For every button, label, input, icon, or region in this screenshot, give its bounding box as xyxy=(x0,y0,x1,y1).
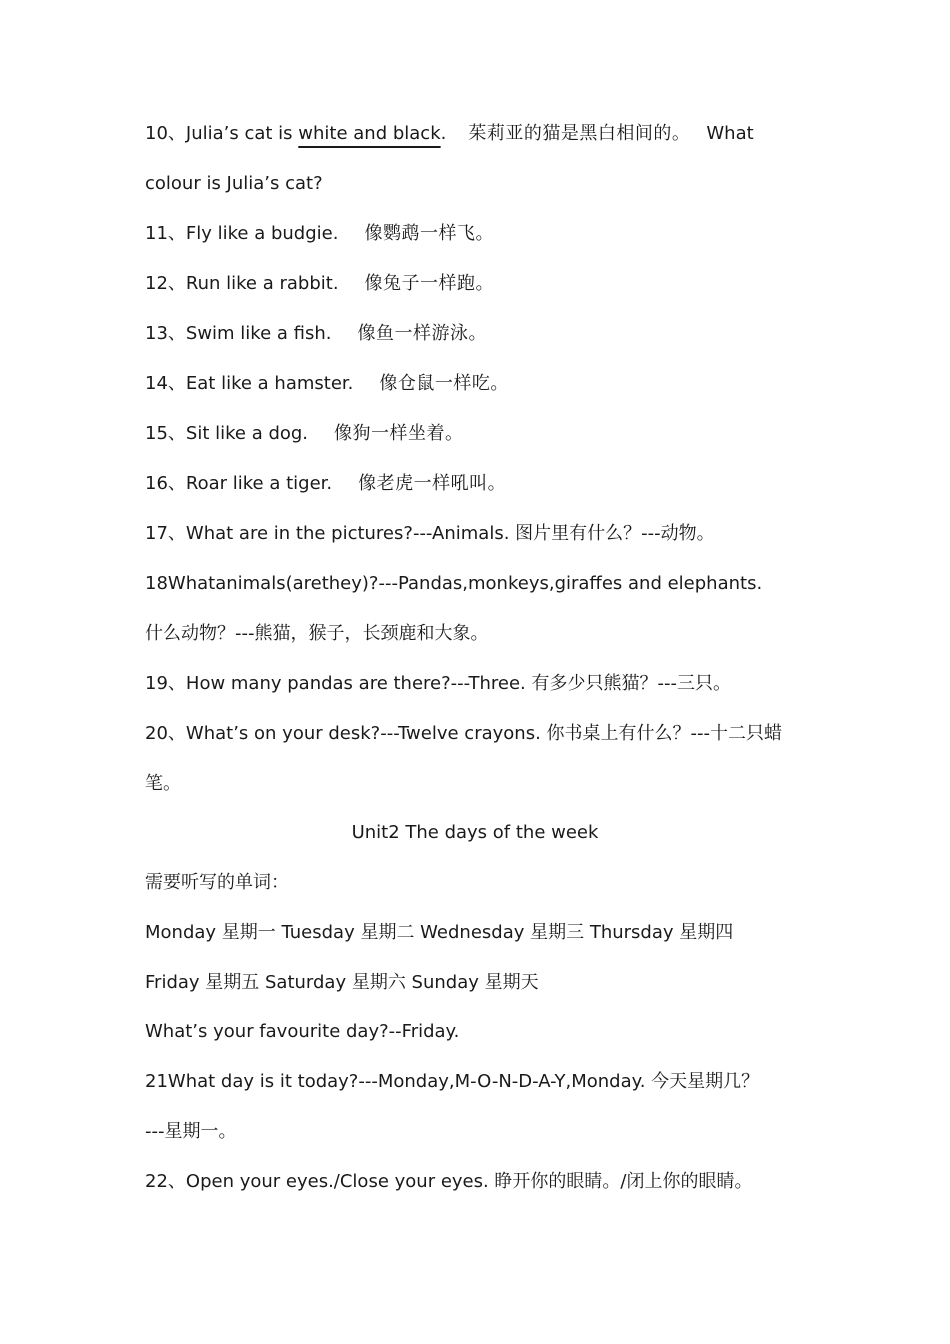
sentence-18-cn: 什么动物？---熊猫，猴子，长颈鹿和大象。 xyxy=(145,623,489,644)
sentence-14-cn: 像仓鼠一样吃。 xyxy=(379,373,509,394)
sentence-21: 21What day is it today?---Monday,M-O-N-D-A-Y,Monday. 今天星期几？ xyxy=(145,1071,760,1092)
days-row-2: Friday 星期五 Saturday 星期六 Sunday 星期天 xyxy=(145,972,539,993)
sentence-13-cn: 像鱼一样游泳。 xyxy=(357,323,487,344)
sentence-20: 20、What’s on your desk?---Twelve crayons. 你书桌上有什么？---十二只蜡 xyxy=(145,723,783,744)
sentence-15-cn: 像狗一样坐着。 xyxy=(334,423,464,444)
sentence-16 xyxy=(145,472,810,496)
sentence-12-en: 12、Run like a rabbit. xyxy=(145,273,339,294)
sentence-17: 17、What are in the pictures?---Animals. 图片里有什么？---动物。 xyxy=(145,523,715,544)
sentence-10-translation: 茱莉亚的猫是黑白相间的。 xyxy=(468,123,691,144)
days-row-1: Monday 星期一 Tuesday 星期二 Wednesday 星期三 Thursday 星期四 xyxy=(145,922,734,943)
sentence-22: 22、Open your eyes./Close your eyes. 睁开你的眼睛。/闭上你的眼睛。 xyxy=(145,1171,753,1192)
sentence-21-cont: ---星期一。 xyxy=(145,1121,237,1142)
sentence-20-cont: 笔。 xyxy=(145,773,181,794)
sentence-10-cont: colour is Julia’s cat? xyxy=(145,173,323,194)
sentence-10-start: 10、Julia’s cat is xyxy=(145,123,299,144)
sentence-10 xyxy=(145,122,810,146)
sentence-15 xyxy=(145,422,810,446)
sentence-19: 19、How many pandas are there?---Three. 有多少只熊猫？---三只。 xyxy=(145,673,731,694)
sentence-12-cn: 像兔子一样跑。 xyxy=(364,273,495,294)
sentence-16-cn: 像老虎一样吼叫。 xyxy=(358,473,507,494)
unit-title: Unit2 The days of the week xyxy=(351,822,599,843)
sentence-11-cn: 像鹦鹉一样飞。 xyxy=(364,223,494,244)
sentence-16-en: 16、Roar like a tiger. xyxy=(145,473,333,494)
sentence-13 xyxy=(145,322,810,346)
sentence-13-en: 13、Swim like a fish. xyxy=(145,323,332,344)
dictation-label: 需要听写的单词： xyxy=(145,872,289,893)
sentence-14 xyxy=(145,372,810,396)
answer-underline: white and black xyxy=(298,123,441,144)
sentence-15-en: 15、Sit like a dog. xyxy=(145,423,309,444)
favourite-day: What’s your favourite day?--Friday. xyxy=(145,1021,460,1042)
sentence-11-en: 11、Fly like a budgie. xyxy=(145,223,339,244)
sentence-12 xyxy=(145,272,810,296)
sentence-11 xyxy=(145,222,810,246)
sentence-10-question: What xyxy=(706,123,754,144)
sentence-18: 18Whatanimals(arethey)?---Pandas,monkeys,giraffes and elephants. xyxy=(145,573,763,594)
sentence-10-end: . xyxy=(440,123,447,144)
sentence-14-en: 14、Eat like a hamster. xyxy=(145,373,354,394)
